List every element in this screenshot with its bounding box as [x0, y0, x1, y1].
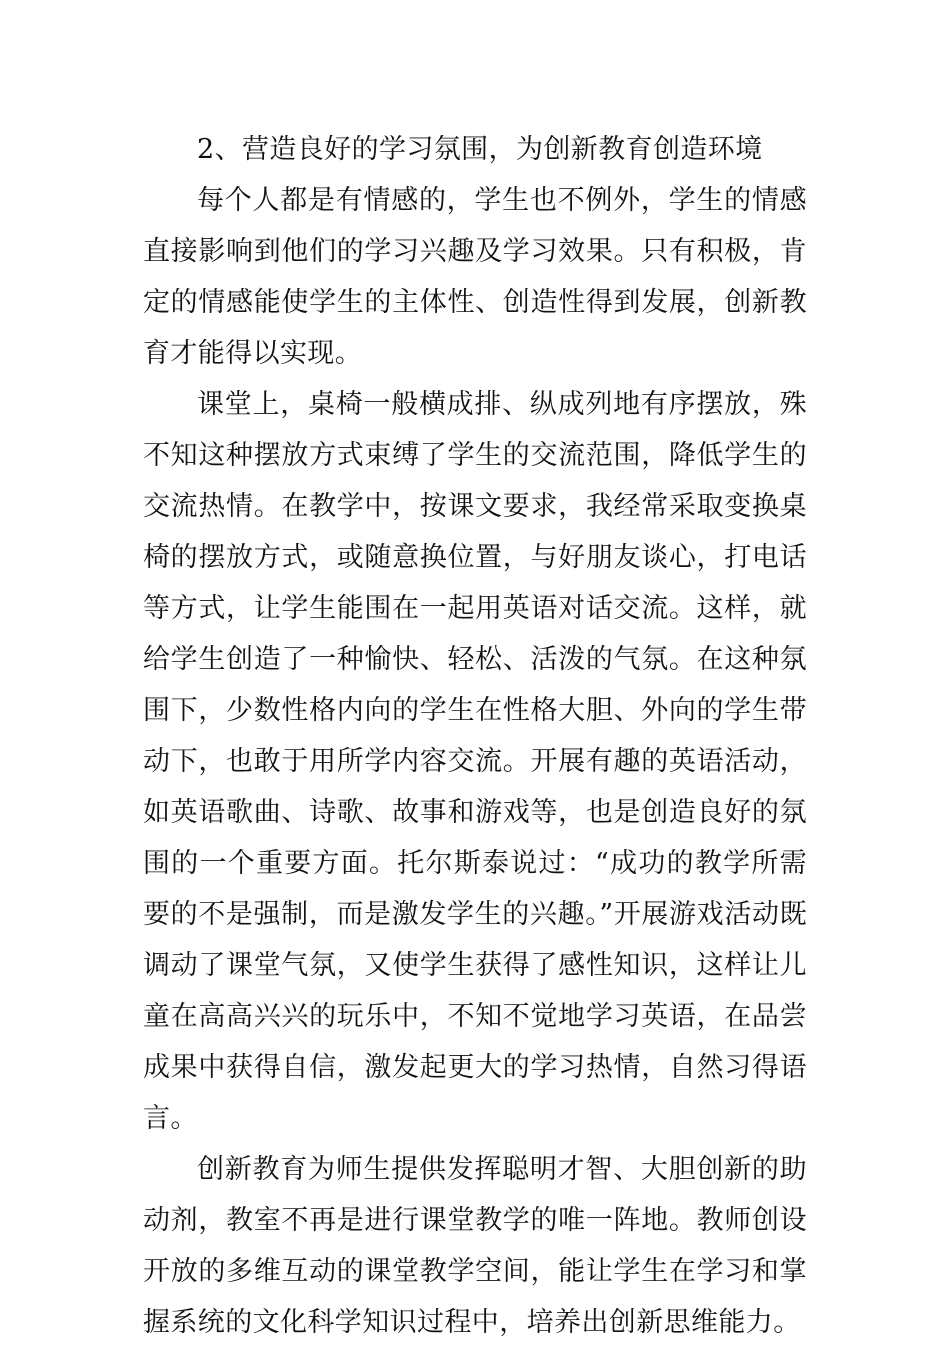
document-body — [143, 124, 807, 1348]
paragraph-classroom-seating: 课堂上，桌椅一般横成排、纵成列地有序摆放，殊不知这种摆放方式束缚了学生的交流范围，降低学生的交流热情。在教学中，按课文要求，我经常采取变换桌椅的摆放方式，或随意换位置，与好朋友谈心，打电话等方式，让学生能围在一起用英语对话交流。这样，就给学生创造了一种愉快、轻松、活泼的气氛。在这种氛围下，少数性格内向的学生在性格大胆、外向的学生带动下，也敢于用所学内容交流。开展有趣的英语活动，如英语歌曲、诗歌、故事和游戏等，也是创造良好的氛围的一个重要方面。托尔斯泰说过：“成功的教学所需要的不是强制，而是激发学生的兴趣。”开展游戏活动既调动了课堂气氛，又使学生获得了感性知识，这样让儿童在高高兴兴的玩乐中，不知不觉地学习英语，在品尝成果中获得自信，激发起更大的学习热情，自然习得语言。 — [143, 389, 807, 1134]
paragraph-innovation-education: 创新教育为师生提供发挥聪明才智、大胆创新的助动剂，教室不再是进行课堂教学的唯一阵地。教师创设开放的多维互动的课堂教学空间，能让学生在学习和掌握系统的文化科学知识过程中，培养出创新思维能力。 — [143, 1154, 807, 1338]
section-heading: 2、营造良好的学习氛围，为创新教育创造环境 — [197, 134, 763, 165]
paragraph-emotion: 每个人都是有情感的，学生也不例外，学生的情感直接影响到他们的学习兴趣及学习效果。只有积极，肯定的情感能使学生的主体性、创造性得到发展，创新教育才能得以实现。 — [143, 185, 807, 369]
